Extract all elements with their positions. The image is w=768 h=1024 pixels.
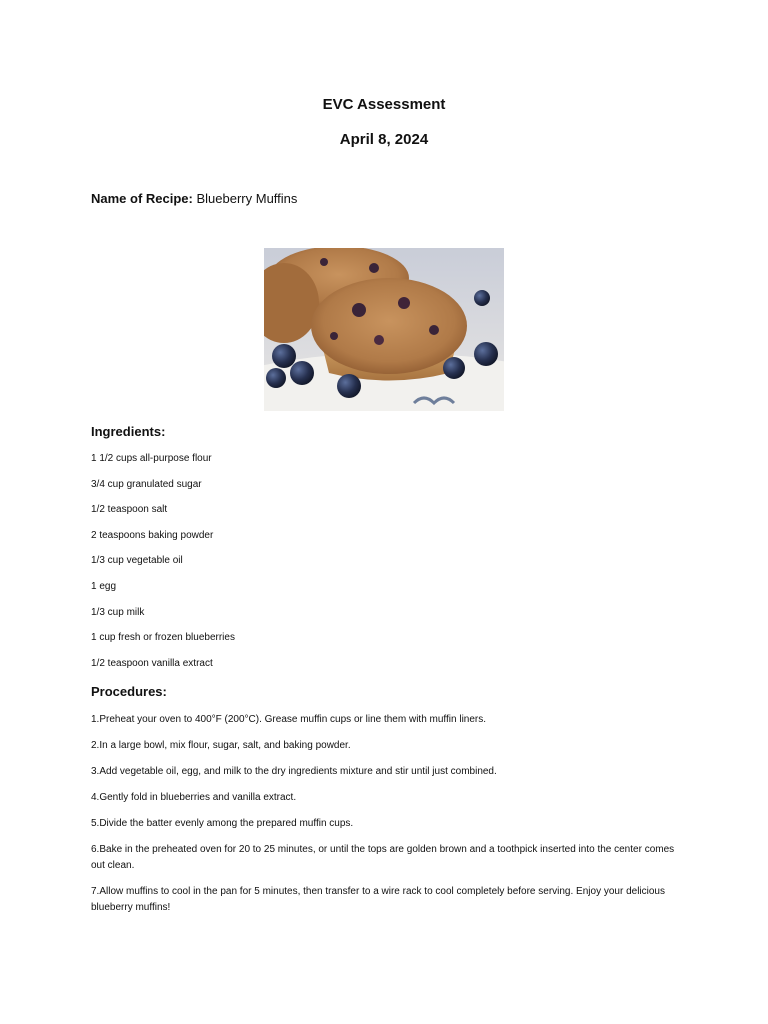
ingredient-item: 3/4 cup granulated sugar — [91, 478, 202, 490]
procedures-heading: Procedures: — [91, 684, 167, 699]
document-title: EVC Assessment — [322, 96, 446, 113]
ingredient-item: 1 cup fresh or frozen blueberries — [91, 632, 235, 644]
ingredients-list — [91, 453, 235, 683]
recipe-name-line — [91, 191, 297, 206]
ingredient-item: 1/2 teaspoon vanilla extract — [91, 657, 213, 669]
ingredient-item: 1/2 teaspoon salt — [91, 504, 168, 516]
ingredient-item: 1/3 cup vegetable oil — [91, 555, 183, 567]
blueberry-muffin-photo — [264, 248, 504, 411]
ingredient-item: 1 egg — [91, 580, 117, 592]
procedure-step: 4.Gently fold in blueberries and vanilla extract. — [91, 792, 297, 803]
procedure-step: 5.Divide the batter evenly among the prepared muffin cups. — [91, 818, 354, 829]
procedure-step: 3.Add vegetable oil, egg, and milk to the dry ingredients mixture and stir until just combined. — [91, 766, 497, 777]
procedure-step: 2.In a large bowl, mix flour, sugar, salt, and baking powder. — [91, 740, 351, 751]
recipe-name-value: Blueberry Muffins — [192, 191, 298, 206]
ingredient-item: 2 teaspoons baking powder — [91, 529, 214, 541]
ingredient-item: 1 1/2 cups all-purpose flour — [91, 453, 212, 464]
procedure-step: 1.Preheat your oven to 400°F (200°C). Grease muffin cups or line them with muffin liners. — [91, 714, 487, 725]
document-date: April 8, 2024 — [339, 131, 429, 148]
procedure-step: 6.Bake in the preheated oven for 20 to 25 minutes, or until the tops are golden brown and a toothpick inserted into the center comes out clean. — [91, 844, 675, 871]
recipe-name-label: Name of Recipe: — [91, 191, 193, 206]
procedure-step: 7.Allow muffins to cool in the pan for 5 minutes, then transfer to a wire rack to cool completely before serving. Enjoy your delicious blueberry muffins! — [91, 886, 665, 913]
ingredients-heading: Ingredients: — [91, 424, 166, 439]
procedures-list — [91, 712, 681, 926]
ingredient-item: 1/3 cup milk — [91, 606, 145, 618]
